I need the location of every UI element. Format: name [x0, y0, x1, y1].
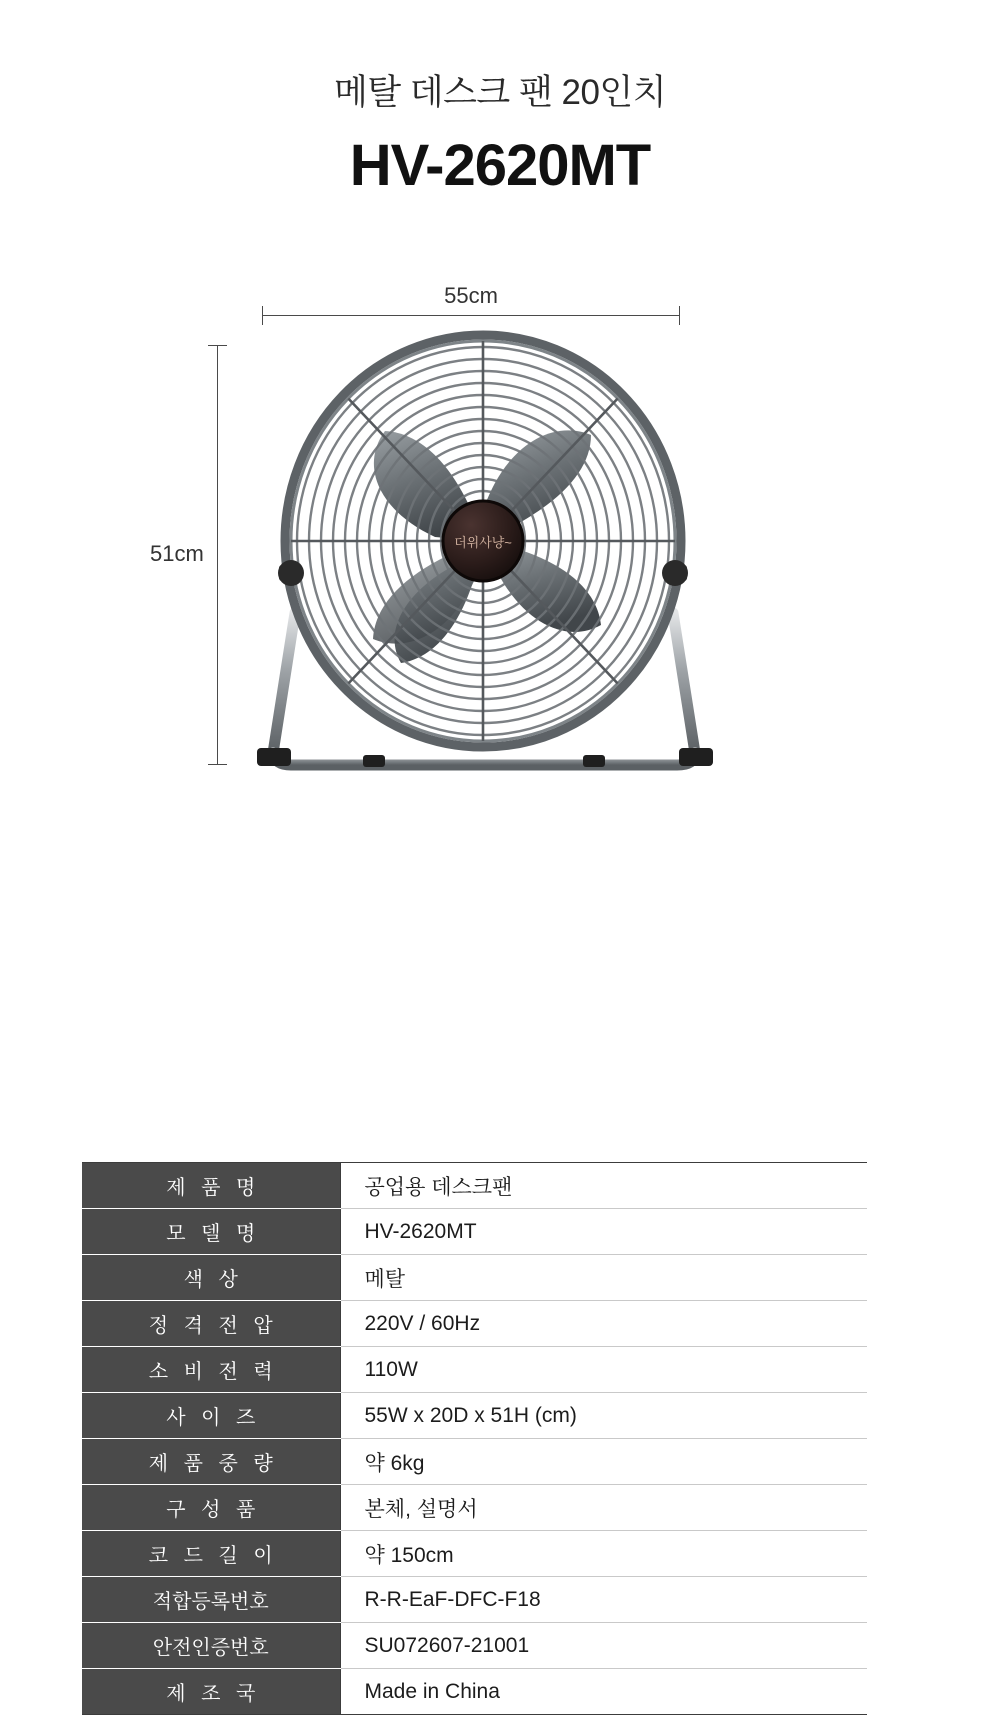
- height-dimension-label: 51cm: [150, 540, 204, 566]
- spec-label: 모 델 명: [82, 1209, 340, 1255]
- product-subtitle: 메탈 데스크 팬 20인치: [333, 73, 667, 112]
- hub-brand-text: 더위사냥~: [454, 534, 512, 550]
- spec-label: 정 격 전 압: [82, 1301, 340, 1347]
- spec-label: 코 드 길 이: [82, 1531, 340, 1577]
- spec-label: 제 품 명: [82, 1163, 340, 1209]
- spec-label: 안전인증번호: [82, 1623, 340, 1669]
- spec-value: 약 6kg: [340, 1439, 867, 1485]
- spec-value: 110W: [340, 1347, 867, 1393]
- spec-value: 본체, 설명서: [340, 1485, 867, 1531]
- table-row: [82, 1531, 867, 1577]
- table-row: [82, 1209, 867, 1255]
- fan-illustration: [235, 323, 735, 783]
- spec-value: 메탈: [340, 1255, 867, 1301]
- table-row: [82, 1301, 867, 1347]
- table-row: [82, 1577, 867, 1623]
- spec-label: 제 품 중 량: [82, 1439, 340, 1485]
- spec-value: SU072607-21001: [340, 1623, 867, 1669]
- spec-value: Made in China: [340, 1669, 867, 1715]
- spec-label: 사 이 즈: [82, 1393, 340, 1439]
- spec-label: 제 조 국: [82, 1669, 340, 1715]
- spec-label: 구 성 품: [82, 1485, 340, 1531]
- spec-value: 공업용 데스크팬: [340, 1163, 867, 1209]
- product-figure: [0, 245, 1000, 805]
- table-row: [82, 1255, 867, 1301]
- table-row: [82, 1485, 867, 1531]
- table-row: [82, 1347, 867, 1393]
- table-row: [82, 1669, 867, 1715]
- spec-value: 약 150cm: [340, 1531, 867, 1577]
- table-row: [82, 1393, 867, 1439]
- spec-value: 220V / 60Hz: [340, 1301, 867, 1347]
- width-dimension-line: [262, 315, 680, 316]
- spec-label: 색 상: [82, 1255, 340, 1301]
- spec-value: R-R-EaF-DFC-F18: [340, 1577, 867, 1623]
- page-header: [0, 0, 1000, 197]
- spec-value: HV-2620MT: [340, 1209, 867, 1255]
- spec-label: 소 비 전 력: [82, 1347, 340, 1393]
- table-row: [82, 1623, 867, 1669]
- specification-table: [82, 1162, 867, 1715]
- height-dimension-line: [217, 345, 218, 765]
- page-title: HV-2620MT: [349, 133, 651, 198]
- table-row: [82, 1163, 867, 1209]
- spec-table-body: [82, 1163, 867, 1715]
- spec-value: 55W x 20D x 51H (cm): [340, 1393, 867, 1439]
- width-dimension-label: 55cm: [444, 282, 498, 308]
- spec-label: 적합등록번호: [82, 1577, 340, 1623]
- table-row: [82, 1439, 867, 1485]
